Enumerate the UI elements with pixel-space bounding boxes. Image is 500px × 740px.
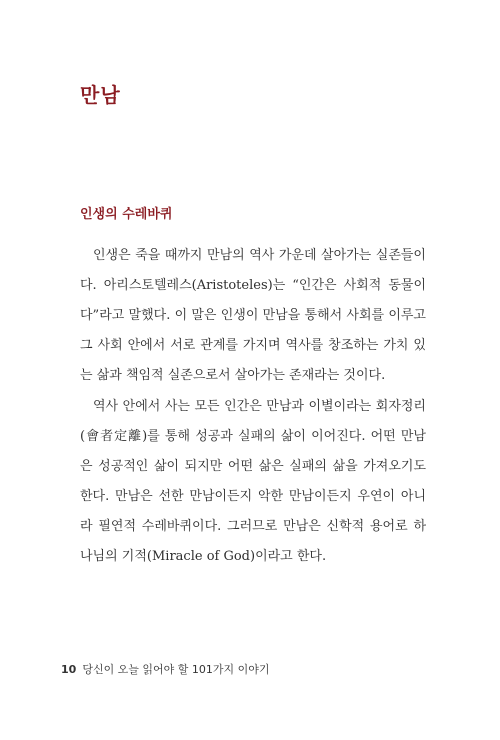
chapter-title: 만남 [80,83,121,107]
paragraph-text: 인생은 죽을 때까지 만남의 역사 가운데 살아가는 실존들이다. 아리스토텔레스(Aristoteles)는 “인간은 사회적 동물이다”라고 말했다. 이 말은 인생이 만남을 통해서 사회를 이루고 그 사회 안에서 서로 관계를 가지며 역사를 창조하는 가치 있는 삶과 책임적 실존으로서 살아가는 존재라는 것이다. [80,248,426,383]
page-footer [61,661,270,677]
body-paragraph-1 [80,241,426,391]
paragraph-text: 역사 안에서 사는 모든 인간은 만남과 이별이라는 회자정리(會者定離)를 통해 성공과 실패의 삶이 이어진다. 어떤 만남은 성공적인 삶이 되지만 어떤 삶은 실패의 삶을 가져오기도 한다. 만남은 선한 만남이든지 악한 만남이든지 우연이 아니라 필연적 수레바퀴이다. 그러므로 만남은 신학적 용어로 하나님의 기적(Miracle of God)이라고 한다. [80,399,426,564]
page-number: 10 [61,663,77,676]
running-book-title: 당신이 오늘 읽어야 할 101가지 이야기 [82,663,270,676]
body-paragraph-2 [80,392,426,572]
section-title: 인생의 수레바퀴 [80,207,173,222]
